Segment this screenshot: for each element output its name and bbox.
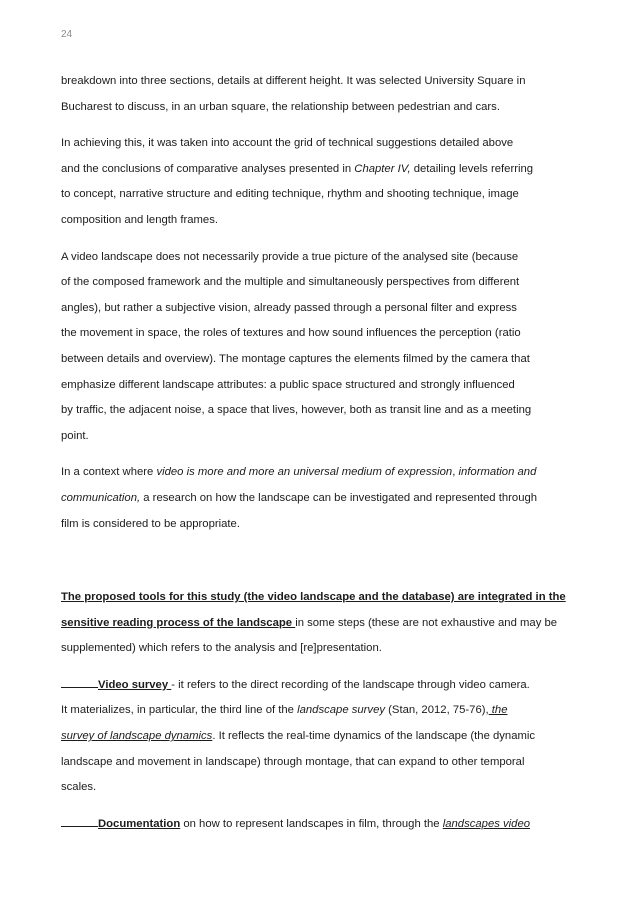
text-run: detailing levels referring <box>410 162 534 175</box>
indent-underline <box>61 825 98 827</box>
text-run: on how to represent landscapes in film, through the <box>180 817 443 830</box>
text-line: point. <box>61 429 89 442</box>
term-video-survey: Video survey <box>98 678 172 691</box>
text-line <box>61 698 581 724</box>
text-run: a research on how the landscape can be investigated and represented through <box>140 491 538 504</box>
paragraph-5 <box>61 585 581 662</box>
document-body <box>61 69 581 848</box>
indent-underline <box>61 686 98 688</box>
text-line <box>61 724 581 750</box>
text-run: It materializes, in particular, the third line of the <box>61 704 298 717</box>
text-line <box>61 460 581 486</box>
chapter-reference: Chapter IV, <box>354 162 411 175</box>
text-run: , <box>452 466 459 479</box>
text-line: scales. <box>61 781 97 794</box>
text-line: breakdown into three sections, details at different height. It was selected University Square in <box>61 75 526 87</box>
text-line: film is considered to be appropriate. <box>61 517 240 530</box>
text-line <box>61 812 581 838</box>
text-line: between details and overview). The montage captures the elements filmed by the camera that <box>61 352 530 365</box>
text-line <box>61 157 581 183</box>
text-line: emphasize different landscape attributes: a public space structured and strongly influenced <box>61 378 515 391</box>
italic-underlined-phrase: landscapes video <box>442 817 531 830</box>
text-line: In achieving this, it was taken into account the grid of technical suggestions detailed above <box>61 137 514 150</box>
italic-phrase: communication, <box>61 491 141 504</box>
text-line: by traffic, the adjacent noise, a space that lives, however, both as transit line and as a meeting <box>61 404 532 417</box>
text-line: Bucharest to discuss, in an urban square, the relationship between pedestrian and cars. <box>61 100 500 113</box>
italic-phrase: video is more and more an universal medium of expression <box>156 466 453 479</box>
text-line: the movement in space, the roles of textures and how sound influences the perception (ratio <box>61 327 521 340</box>
text-run: (Stan, 2012, 75-76), <box>385 704 489 717</box>
text-line <box>61 611 581 637</box>
text-line: landscape and movement in landscape) through montage, that can expand to other temporal <box>61 755 525 768</box>
text-line: composition and length frames. <box>61 213 218 226</box>
paragraph-1 <box>61 69 581 120</box>
paragraph-7 <box>61 812 581 838</box>
text-line <box>61 673 581 699</box>
paragraph-4 <box>61 460 581 537</box>
section-heading-cont: sensitive reading process of the landscape <box>61 616 296 629</box>
italic-phrase: landscape survey <box>297 704 386 717</box>
text-run: and the conclusions of comparative analyses presented in <box>61 162 355 175</box>
text-run: in some steps (these are not exhaustive and may be <box>295 616 558 629</box>
text-line: supplemented) which refers to the analysis and [re]presentation. <box>61 642 382 655</box>
text-line: to concept, narrative structure and editing technique, rhythm and shooting technique, image <box>61 188 519 201</box>
paragraph-3 <box>61 245 581 450</box>
section-gap <box>61 548 581 585</box>
page-number: 24 <box>61 29 73 40</box>
paragraph-2 <box>61 131 581 233</box>
italic-underlined-phrase: the <box>488 704 508 717</box>
text-run: - it refers to the direct recording of the landscape through video camera. <box>171 678 530 691</box>
section-heading: The proposed tools for this study (the video landscape and the database) are integrated in the <box>61 591 566 604</box>
text-run: . It reflects the real-time dynamics of the landscape (the dynamic <box>212 730 536 743</box>
italic-phrase: information and <box>458 466 537 479</box>
text-run: In a context where <box>61 466 157 479</box>
text-line <box>61 486 581 512</box>
italic-underlined-phrase: survey of landscape dynamics <box>61 730 213 743</box>
text-line: A video landscape does not necessarily provide a true picture of the analysed site (because <box>61 250 519 263</box>
term-documentation: Documentation <box>98 817 181 830</box>
text-line: angles), but rather a subjective vision, already passed through a personal filter and express <box>61 301 517 314</box>
paragraph-6 <box>61 673 581 801</box>
text-line: of the composed framework and the multiple and simultaneously perspectives from different <box>61 276 520 289</box>
